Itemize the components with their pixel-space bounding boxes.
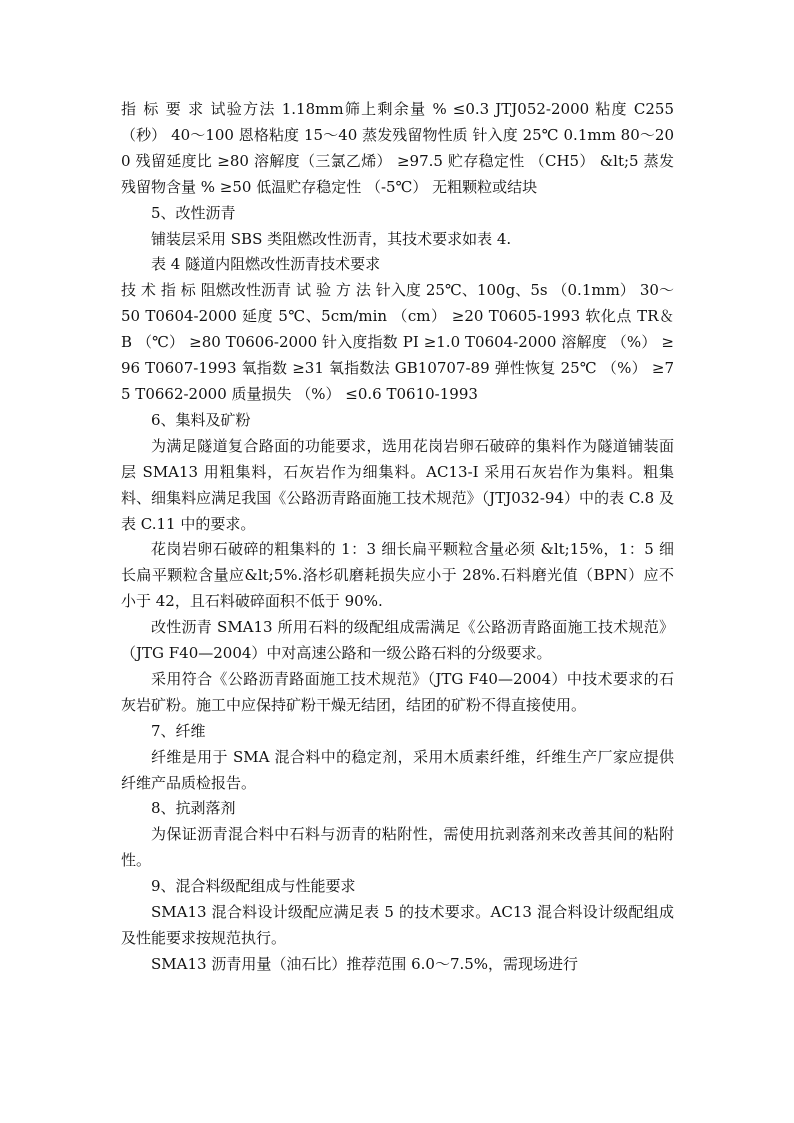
mixture-paragraph-2: SMA13 沥青用量（油石比）推荐范围 6.0～7.5%，需现场进行 [151, 954, 579, 973]
aggregate-paragraph-4: 采用符合《公路沥青路面施工技术规范》（JTG F40—2004）中技术要求的石灰岩矿粉。施工中应保持矿粉干燥无结团，结团的矿粉不得直接使用。 [121, 669, 674, 714]
section-heading-fiber: 7、纤维 [151, 721, 206, 740]
asphalt-emulsion-spec-paragraph: 指 标 要 求 试验方法 1.18mm筛上剩余量 % ≤0.3 JTJ052-2000 粘度 C255 （秒） 40～100 恩格粘度 15～40 蒸发残留物性质 针入度 25℃ 0.1mm 80～200 残留延度比 ≥80 溶解度（三氯乙烯） ≥97.5 贮存稳定性 （CH5） &lt;5 蒸发残留物含量 % ≥50 低温贮存稳定性 （-5℃） 无粗颗粒或结块 [121, 100, 674, 196]
fiber-paragraph: 纤维是用于 SMA 混合料中的稳定剂，采用木质素纤维，纤维生产厂家应提供纤维产品质检报告。 [121, 747, 674, 792]
section-heading-aggregate: 6、集料及矿粉 [151, 410, 251, 429]
aggregate-paragraph-1: 为满足隧道复合路面的功能要求，选用花岗岩卵石破碎的集料作为隧道铺装面层 SMA13 用粗集料，石灰岩作为细集料。AC13-I 采用石灰岩作为集料。粗集料、细集料应满足我国《公路沥青路面施工技术规范》（JTJ032-94）中的表 C.8 及表 C.11 中的要求。 [121, 436, 674, 533]
table4-title: 表 4 隧道内阻燃改性沥青技术要求 [151, 255, 381, 274]
mixture-paragraph-1: SMA13 混合料设计级配应满足表 5 的技术要求。AC13 混合料设计级配组成及性能要求按规范执行。 [121, 903, 674, 947]
document-page [121, 97, 674, 978]
aggregate-paragraph-3: 改性沥青 SMA13 所用石料的级配组成需满足《公路沥青路面施工技术规范》（JTG F40—2004）中对高速公路和一级公路石料的分级要求。 [121, 618, 674, 663]
section-heading-antistrip: 8、抗剥落剂 [151, 799, 236, 818]
antistrip-paragraph: 为保证沥青混合料中石料与沥青的粘附性，需使用抗剥落剂来改善其间的粘附性。 [121, 825, 674, 870]
aggregate-paragraph-2: 花岗岩卵石破碎的粗集料的 1：3 细长扁平颗粒含量必须 &lt;15%，1：5 细长扁平颗粒含量应&lt;5%.洛杉矶磨耗损失应小于 28%.石料磨光值（BPN）应不小于 42，且石料破碎面积不低于 90%. [121, 540, 674, 611]
modified-asphalt-intro-paragraph: 铺装层采用 SBS 类阻燃改性沥青，其技术要求如表 4. [151, 229, 512, 248]
section-heading-mixture: 9、混合料级配组成与性能要求 [151, 877, 356, 896]
section-heading-modified-asphalt: 5、改性沥青 [151, 203, 236, 222]
table4-content-paragraph: 技 术 指 标 阻燃改性沥青 试 验 方 法 针入度 25℃、100g、5s （0.1mm） 30～50 T0604-2000 延度 5℃、5cm/min （cm） ≥20 T0605-1993 软化点 TR＆B （℃） ≥80 T0606-2000 针入度指数 PI ≥1.0 T0604-2000 溶解度 （%） ≥96 T0607-1993 氧指数 ≥31 氧指数法 GB10707-89 弹性恢复 25℃ （%） ≥75 T0662-2000 质量损失 （%） ≤0.6 T0610-1993 [121, 281, 674, 403]
